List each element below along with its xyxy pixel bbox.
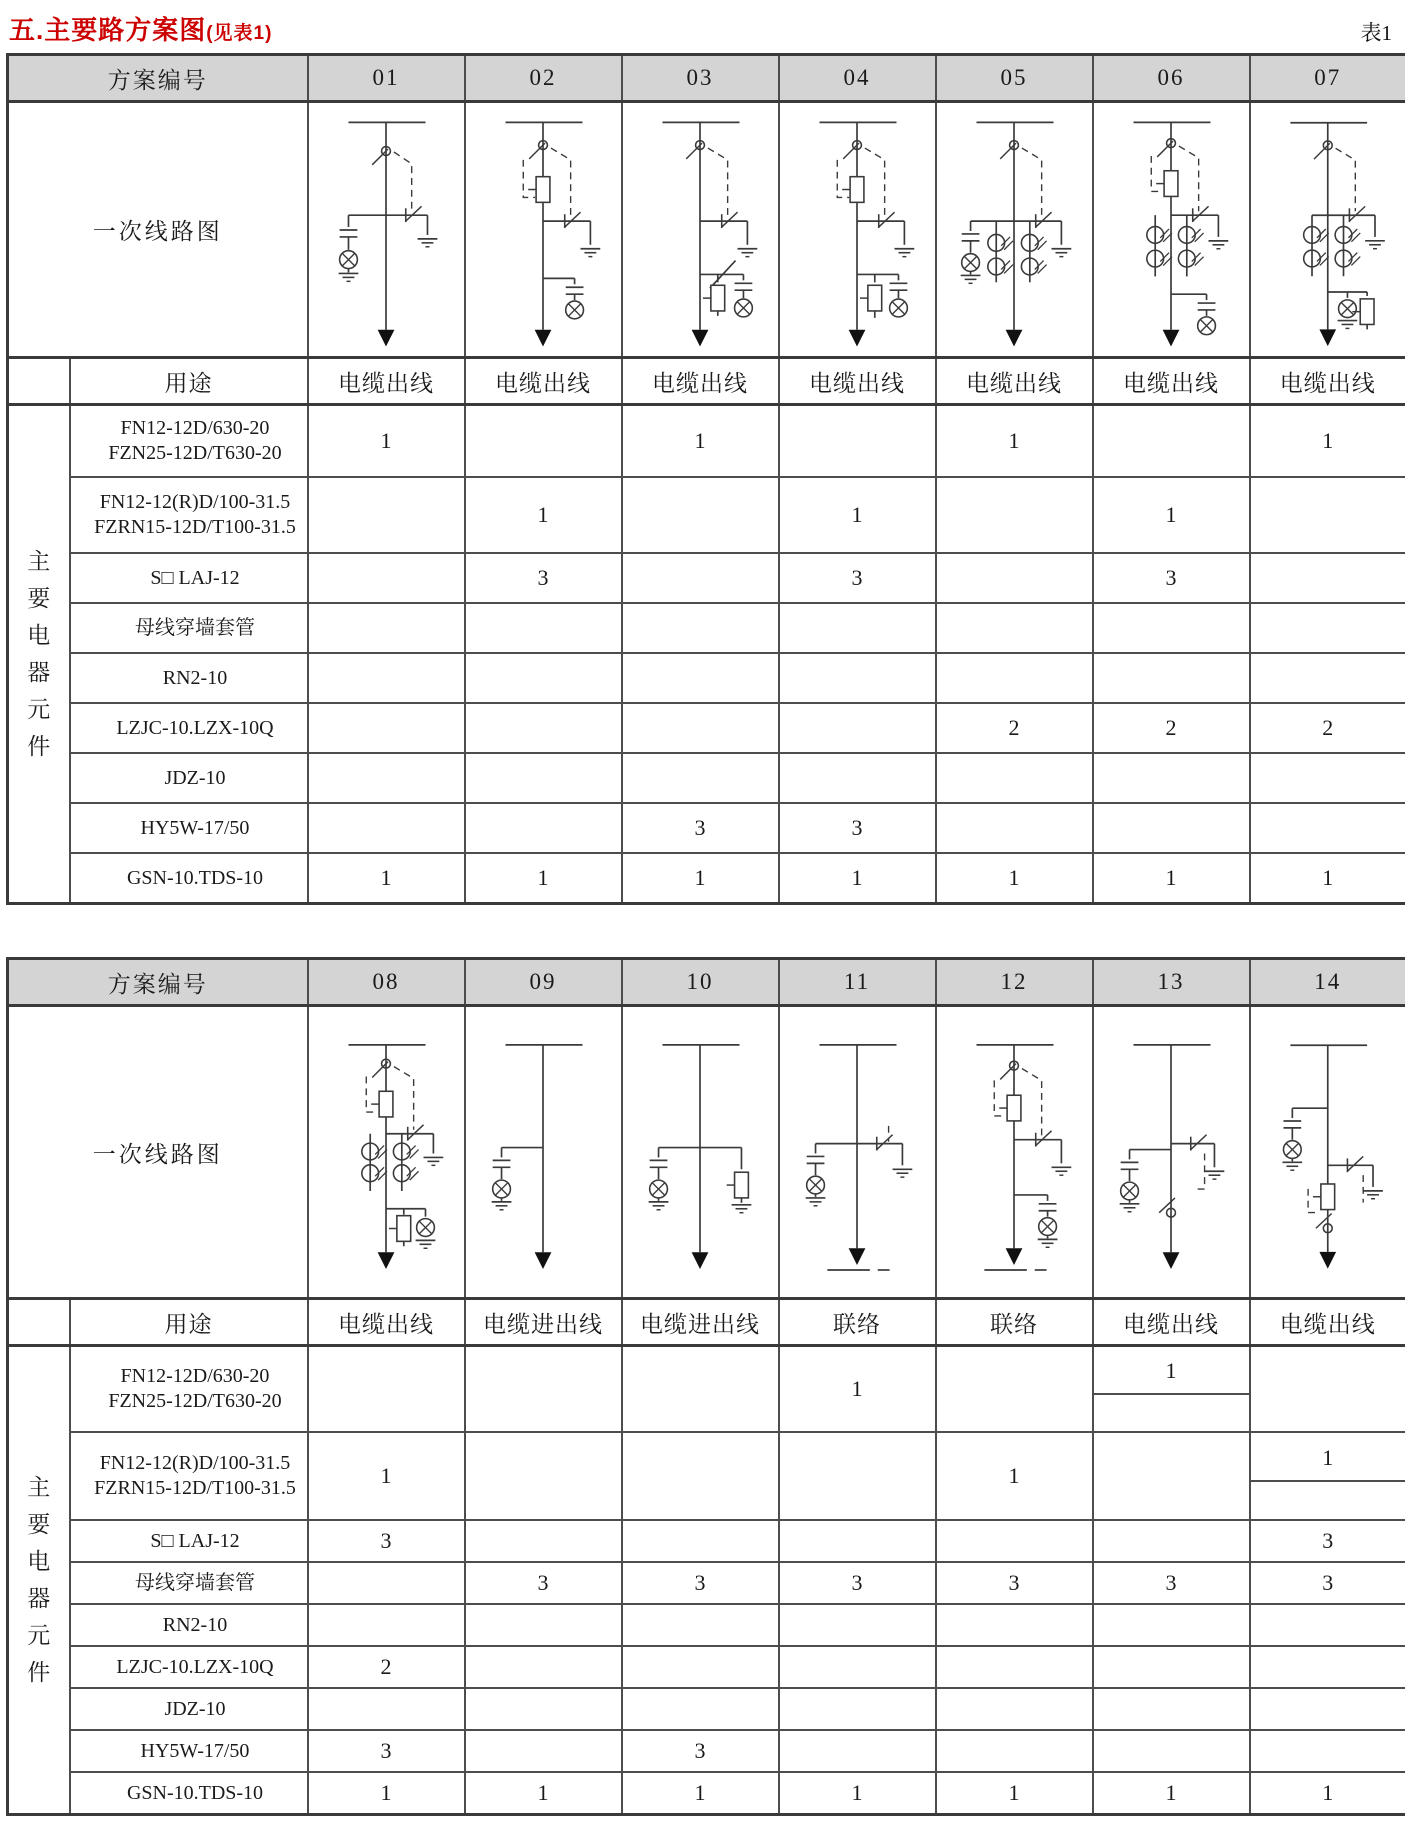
value-cell <box>779 405 936 478</box>
scheme-number-cell: 09 <box>465 959 622 1006</box>
value-cell <box>779 1688 936 1730</box>
value-cell <box>308 553 465 603</box>
value-cell <box>465 1432 622 1520</box>
usage-cell: 电缆进出线 <box>622 1299 779 1346</box>
scheme-number-cell: 02 <box>465 55 622 102</box>
component-name-cell <box>70 1604 308 1646</box>
value-cell <box>779 703 936 753</box>
value-cell <box>936 653 1093 703</box>
value-cell <box>936 603 1093 653</box>
component-name-cell <box>70 1520 308 1562</box>
diagram-cell <box>1093 102 1250 358</box>
usage-cell: 电缆出线 <box>622 358 779 405</box>
value-cell: 3 <box>622 1562 779 1604</box>
value-cell: 3 <box>622 1730 779 1772</box>
value-cell <box>308 477 465 553</box>
title-row <box>3 6 1402 53</box>
value-cell <box>1093 653 1250 703</box>
value-cell <box>465 703 622 753</box>
component-name-line: RN2-10 <box>85 1613 306 1638</box>
scheme-number-cell: 03 <box>622 55 779 102</box>
diagram-cell <box>622 102 779 358</box>
components-group-char: 元 <box>9 1617 69 1654</box>
value-cell <box>1093 1604 1250 1646</box>
value-cell <box>465 753 622 803</box>
value-cell <box>936 477 1093 553</box>
component-name-line: FN12-12D/630-20 <box>85 416 306 441</box>
scheme-number-cell: 11 <box>779 959 936 1006</box>
value-cell: 1 <box>622 1772 779 1815</box>
one-line-diagram-09 <box>466 1007 621 1297</box>
value-cell <box>1250 803 1405 853</box>
value-cell <box>465 653 622 703</box>
component-name-cell <box>70 803 308 853</box>
value-cell <box>1250 1346 1405 1433</box>
diagram-cell <box>779 1006 936 1299</box>
value-cell <box>1250 653 1405 703</box>
diagram-cell <box>1250 102 1405 358</box>
value-cell <box>1250 553 1405 603</box>
components-group-char: 主 <box>9 1469 69 1506</box>
value-cell: 1 <box>936 1432 1093 1520</box>
one-line-diagram-07 <box>1251 103 1405 356</box>
component-name-line: FZRN15-12D/T100-31.5 <box>85 1476 306 1501</box>
value-cell-split <box>1093 1346 1250 1433</box>
value-cell <box>1250 603 1405 653</box>
value-cell: 3 <box>1250 1520 1405 1562</box>
value-cell <box>622 653 779 703</box>
component-name-line: HY5W-17/50 <box>85 1739 306 1764</box>
value-cell: 2 <box>1093 703 1250 753</box>
diagram-cell <box>465 1006 622 1299</box>
value-cell <box>779 653 936 703</box>
value-cell <box>936 753 1093 803</box>
value-cell: 1 <box>779 477 936 553</box>
value-cell: 1 <box>936 1772 1093 1815</box>
split-value-top: 1 <box>1094 1350 1249 1395</box>
value-cell <box>936 1688 1093 1730</box>
value-cell: 3 <box>622 803 779 853</box>
component-name-line: JDZ-10 <box>85 766 306 791</box>
value-cell <box>622 1688 779 1730</box>
value-cell: 3 <box>779 1562 936 1604</box>
component-name-cell <box>70 477 308 553</box>
value-cell: 3 <box>308 1520 465 1562</box>
scheme-number-header: 方案编号 <box>8 959 308 1006</box>
value-cell <box>1093 405 1250 478</box>
component-name-cell <box>70 1562 308 1604</box>
value-cell: 3 <box>465 553 622 603</box>
diagram-cell <box>308 102 465 358</box>
one-line-diagram-10 <box>623 1007 778 1297</box>
value-cell <box>936 1520 1093 1562</box>
component-name-line: 母线穿墙套管 <box>85 616 306 641</box>
value-cell: 2 <box>936 703 1093 753</box>
value-cell <box>622 1646 779 1688</box>
value-cell <box>1250 477 1405 553</box>
value-cell <box>1093 603 1250 653</box>
value-cell <box>779 1604 936 1646</box>
value-cell: 2 <box>308 1646 465 1688</box>
value-cell: 1 <box>779 1772 936 1815</box>
components-group-char: 电 <box>9 1543 69 1580</box>
table-tag-label: 表1 <box>1361 17 1399 47</box>
value-cell <box>622 477 779 553</box>
components-group-label <box>8 1346 70 1815</box>
value-cell <box>1093 1520 1250 1562</box>
value-cell <box>936 1346 1093 1433</box>
one-line-diagram-14 <box>1251 1007 1405 1297</box>
split-value-wrap <box>1251 1436 1405 1516</box>
component-name-cell <box>70 1432 308 1520</box>
usage-cell: 电缆出线 <box>1250 358 1405 405</box>
component-name-cell <box>70 603 308 653</box>
value-cell <box>308 1604 465 1646</box>
one-line-diagram-08 <box>309 1007 464 1297</box>
usage-row-spacer <box>8 358 70 405</box>
component-name-cell <box>70 853 308 904</box>
value-cell <box>465 1688 622 1730</box>
usage-cell: 电缆出线 <box>308 358 465 405</box>
value-cell: 1 <box>622 405 779 478</box>
component-name-line: S□ LAJ-12 <box>85 566 306 591</box>
scheme-number-cell: 14 <box>1250 959 1405 1006</box>
usage-row-label: 用途 <box>70 358 308 405</box>
usage-cell: 联络 <box>936 1299 1093 1346</box>
one-line-diagram-12 <box>937 1007 1092 1297</box>
value-cell: 2 <box>1250 703 1405 753</box>
value-cell <box>622 1346 779 1433</box>
component-name-line: FZRN15-12D/T100-31.5 <box>85 515 306 540</box>
value-cell: 1 <box>779 1346 936 1433</box>
value-cell: 1 <box>1093 1772 1250 1815</box>
one-line-diagram-11 <box>780 1007 935 1297</box>
components-group-char: 电 <box>9 617 69 654</box>
diagram-cell <box>1093 1006 1250 1299</box>
diagram-cell <box>308 1006 465 1299</box>
scheme-number-cell: 07 <box>1250 55 1405 102</box>
value-cell <box>308 1346 465 1433</box>
scheme-number-cell: 04 <box>779 55 936 102</box>
usage-cell: 电缆出线 <box>779 358 936 405</box>
value-cell: 3 <box>936 1562 1093 1604</box>
components-group-label <box>8 405 70 904</box>
page-title <box>9 10 272 47</box>
diagram-row-label: 一次线路图 <box>8 102 308 358</box>
value-cell: 1 <box>308 405 465 478</box>
diagram-cell <box>936 1006 1093 1299</box>
value-cell <box>622 553 779 603</box>
value-cell <box>308 1562 465 1604</box>
value-cell <box>622 1520 779 1562</box>
component-name-cell <box>70 1688 308 1730</box>
value-cell: 1 <box>465 853 622 904</box>
page-title-main: 五.主要路方案图 <box>9 15 206 45</box>
value-cell <box>308 803 465 853</box>
value-cell <box>465 405 622 478</box>
table-gap <box>3 905 1402 957</box>
value-cell: 1 <box>1250 405 1405 478</box>
one-line-diagram-04 <box>780 103 935 356</box>
component-name-line: FN12-12D/630-20 <box>85 1364 306 1389</box>
value-cell <box>1093 803 1250 853</box>
value-cell <box>779 603 936 653</box>
component-name-line: FN12-12(R)D/100-31.5 <box>85 490 306 515</box>
one-line-diagram-06 <box>1094 103 1249 356</box>
value-cell <box>622 1432 779 1520</box>
value-cell: 3 <box>779 553 936 603</box>
value-cell: 1 <box>1093 477 1250 553</box>
component-name-cell <box>70 1646 308 1688</box>
split-value-bottom <box>1251 1482 1405 1516</box>
diagram-row-label: 一次线路图 <box>8 1006 308 1299</box>
value-cell <box>465 1646 622 1688</box>
split-value-wrap <box>1094 1350 1249 1428</box>
value-cell <box>622 603 779 653</box>
value-cell <box>308 603 465 653</box>
component-name-cell <box>70 1772 308 1815</box>
value-cell <box>308 1688 465 1730</box>
value-cell <box>1093 1646 1250 1688</box>
value-cell <box>936 1646 1093 1688</box>
value-cell: 3 <box>1093 553 1250 603</box>
value-cell: 1 <box>465 1772 622 1815</box>
value-cell: 1 <box>622 853 779 904</box>
split-value-top: 1 <box>1251 1436 1405 1482</box>
value-cell: 1 <box>308 1432 465 1520</box>
usage-cell: 电缆出线 <box>308 1299 465 1346</box>
usage-row-label: 用途 <box>70 1299 308 1346</box>
scheme-number-cell: 12 <box>936 959 1093 1006</box>
value-cell: 1 <box>1250 1772 1405 1815</box>
component-name-line: RN2-10 <box>85 666 306 691</box>
component-name-line: HY5W-17/50 <box>85 816 306 841</box>
value-cell <box>465 603 622 653</box>
value-cell <box>1093 753 1250 803</box>
usage-cell: 电缆出线 <box>1093 358 1250 405</box>
value-cell <box>779 753 936 803</box>
scheme-table-1 <box>6 53 1405 905</box>
components-group-char: 主 <box>9 543 69 580</box>
component-name-cell <box>70 653 308 703</box>
components-group-char: 件 <box>9 728 69 765</box>
component-name-line: LZJC-10.LZX-10Q <box>85 1655 306 1680</box>
scheme-number-cell: 06 <box>1093 55 1250 102</box>
value-cell <box>622 1604 779 1646</box>
value-cell <box>308 653 465 703</box>
scheme-number-header: 方案编号 <box>8 55 308 102</box>
value-cell: 1 <box>465 477 622 553</box>
component-name-line: 母线穿墙套管 <box>85 1571 306 1596</box>
component-name-cell <box>70 703 308 753</box>
one-line-diagram-05 <box>937 103 1092 356</box>
value-cell <box>1250 1604 1405 1646</box>
scheme-number-cell: 13 <box>1093 959 1250 1006</box>
components-group-char: 元 <box>9 691 69 728</box>
value-cell <box>465 1520 622 1562</box>
component-name-line: FZN25-12D/T630-20 <box>85 1389 306 1414</box>
component-name-cell <box>70 405 308 478</box>
scheme-number-cell: 10 <box>622 959 779 1006</box>
value-cell <box>1093 1432 1250 1520</box>
value-cell: 1 <box>1093 853 1250 904</box>
usage-cell: 电缆出线 <box>1250 1299 1405 1346</box>
component-name-line: JDZ-10 <box>85 1697 306 1722</box>
usage-cell: 电缆出线 <box>465 358 622 405</box>
value-cell <box>465 1346 622 1433</box>
value-cell-split <box>1250 1432 1405 1520</box>
components-group-char: 器 <box>9 1580 69 1617</box>
value-cell: 1 <box>1250 853 1405 904</box>
diagram-cell <box>779 102 936 358</box>
value-cell <box>936 1604 1093 1646</box>
value-cell: 1 <box>779 853 936 904</box>
usage-row-spacer <box>8 1299 70 1346</box>
diagram-cell <box>1250 1006 1405 1299</box>
component-name-line: FN12-12(R)D/100-31.5 <box>85 1451 306 1476</box>
component-name-cell <box>70 553 308 603</box>
usage-cell: 电缆出线 <box>1093 1299 1250 1346</box>
components-group-char: 件 <box>9 1654 69 1691</box>
value-cell <box>779 1520 936 1562</box>
usage-cell: 电缆出线 <box>936 358 1093 405</box>
components-group-char: 要 <box>9 1506 69 1543</box>
value-cell <box>308 703 465 753</box>
scheme-number-cell: 05 <box>936 55 1093 102</box>
scheme-tables-container <box>3 53 1402 1816</box>
value-cell: 3 <box>465 1562 622 1604</box>
diagram-cell <box>622 1006 779 1299</box>
value-cell <box>1250 1646 1405 1688</box>
split-value-bottom <box>1094 1395 1249 1428</box>
value-cell: 1 <box>308 853 465 904</box>
component-name-line: LZJC-10.LZX-10Q <box>85 716 306 741</box>
value-cell: 3 <box>1250 1562 1405 1604</box>
value-cell <box>1093 1688 1250 1730</box>
one-line-diagram-01 <box>309 103 464 356</box>
page-title-paren: (见表1) <box>206 23 272 44</box>
value-cell <box>1250 753 1405 803</box>
component-name-cell <box>70 753 308 803</box>
component-name-line: FZN25-12D/T630-20 <box>85 441 306 466</box>
scheme-number-cell: 08 <box>308 959 465 1006</box>
value-cell <box>622 703 779 753</box>
diagram-cell <box>936 102 1093 358</box>
scheme-table-2 <box>6 957 1405 1816</box>
diagram-cell <box>465 102 622 358</box>
value-cell <box>465 1604 622 1646</box>
value-cell: 1 <box>936 405 1093 478</box>
usage-cell: 联络 <box>779 1299 936 1346</box>
component-name-line: S□ LAJ-12 <box>85 1529 306 1554</box>
components-group-char: 器 <box>9 654 69 691</box>
value-cell <box>465 803 622 853</box>
value-cell <box>779 1646 936 1688</box>
value-cell <box>308 753 465 803</box>
one-line-diagram-03 <box>623 103 778 356</box>
value-cell <box>1250 1688 1405 1730</box>
value-cell <box>779 1432 936 1520</box>
value-cell <box>936 803 1093 853</box>
scheme-number-cell: 01 <box>308 55 465 102</box>
value-cell <box>936 553 1093 603</box>
value-cell: 1 <box>308 1772 465 1815</box>
one-line-diagram-13 <box>1094 1007 1249 1297</box>
components-group-char: 要 <box>9 580 69 617</box>
value-cell: 1 <box>936 853 1093 904</box>
component-name-line: GSN-10.TDS-10 <box>85 866 306 891</box>
value-cell <box>622 753 779 803</box>
one-line-diagram-02 <box>466 103 621 356</box>
usage-cell: 电缆进出线 <box>465 1299 622 1346</box>
component-name-line: GSN-10.TDS-10 <box>85 1781 306 1806</box>
value-cell: 3 <box>779 803 936 853</box>
value-cell: 3 <box>308 1730 465 1772</box>
component-name-cell <box>70 1346 308 1433</box>
value-cell: 3 <box>1093 1562 1250 1604</box>
